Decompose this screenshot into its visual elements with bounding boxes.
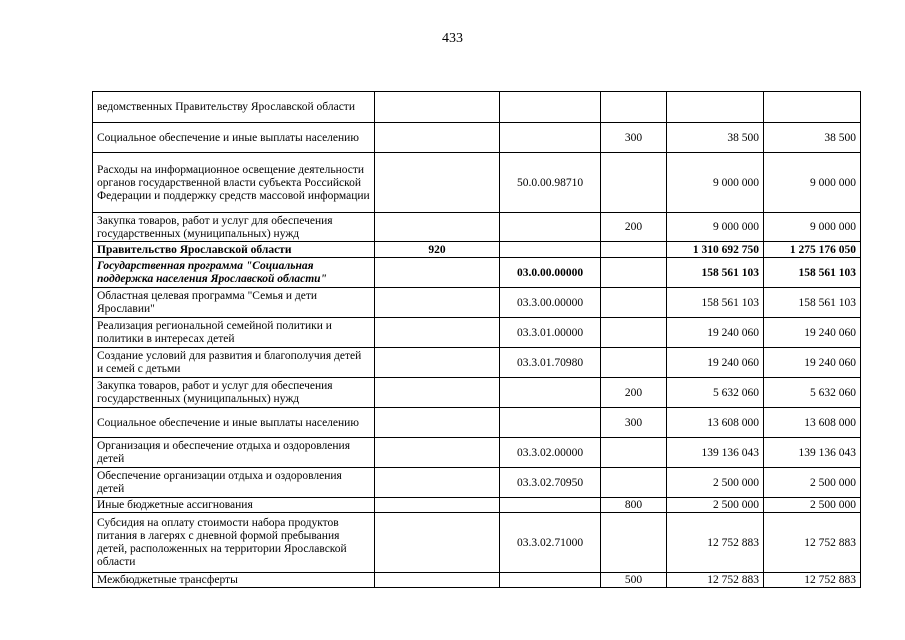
row-name: Обеспечение организации отдыха и оздоровления детей — [93, 468, 375, 498]
amount-year-1: 139 136 043 — [667, 438, 764, 468]
amount-year-1 — [667, 92, 764, 123]
page-number: 433 — [442, 31, 463, 46]
target-article — [500, 408, 601, 438]
amount-year-2: 139 136 043 — [764, 438, 861, 468]
admin-code — [375, 318, 500, 348]
target-article — [500, 498, 601, 513]
table-row — [93, 498, 861, 513]
amount-year-1: 9 000 000 — [667, 213, 764, 242]
target-article: 03.3.02.70950 — [500, 468, 601, 498]
target-article: 03.3.01.70980 — [500, 348, 601, 378]
table-row — [93, 258, 861, 288]
expense-type — [601, 153, 667, 213]
table-row — [93, 213, 861, 242]
target-article: 03.3.01.00000 — [500, 318, 601, 348]
admin-code — [375, 498, 500, 513]
amount-year-2: 38 500 — [764, 123, 861, 153]
target-article: 03.3.02.00000 — [500, 438, 601, 468]
row-name: Субсидия на оплату стоимости набора продуктов питания в лагерях с дневной формой пребывания детей, расположенных на территории Ярославской области — [93, 513, 375, 573]
admin-code — [375, 513, 500, 573]
amount-year-1: 12 752 883 — [667, 573, 764, 588]
expense-type — [601, 438, 667, 468]
table-row — [93, 513, 861, 573]
amount-year-2: 13 608 000 — [764, 408, 861, 438]
table-row — [93, 438, 861, 468]
table-row — [93, 123, 861, 153]
table-row — [93, 153, 861, 213]
amount-year-2: 2 500 000 — [764, 498, 861, 513]
row-name: Областная целевая программа "Семья и дети Ярославии" — [93, 288, 375, 318]
row-name: Правительство Ярославской области — [93, 242, 375, 258]
row-name: Организация и обеспечение отдыха и оздоровления детей — [93, 438, 375, 468]
target-article: 03.3.00.00000 — [500, 288, 601, 318]
admin-code — [375, 438, 500, 468]
amount-year-2: 19 240 060 — [764, 318, 861, 348]
admin-code — [375, 468, 500, 498]
target-article — [500, 123, 601, 153]
admin-code — [375, 92, 500, 123]
admin-code — [375, 288, 500, 318]
expense-type — [601, 513, 667, 573]
expense-type — [601, 92, 667, 123]
amount-year-2: 9 000 000 — [764, 153, 861, 213]
amount-year-2: 158 561 103 — [764, 288, 861, 318]
expense-type: 300 — [601, 123, 667, 153]
admin-code — [375, 258, 500, 288]
expense-type — [601, 258, 667, 288]
row-name: Межбюджетные трансферты — [93, 573, 375, 588]
table-row — [93, 288, 861, 318]
expense-type — [601, 348, 667, 378]
row-name: Закупка товаров, работ и услуг для обеспечения государственных (муниципальных) нужд — [93, 378, 375, 408]
amount-year-1: 5 632 060 — [667, 378, 764, 408]
table-row — [93, 408, 861, 438]
amount-year-1: 13 608 000 — [667, 408, 764, 438]
amount-year-1: 2 500 000 — [667, 468, 764, 498]
amount-year-2: 2 500 000 — [764, 468, 861, 498]
amount-year-1: 38 500 — [667, 123, 764, 153]
expense-type: 800 — [601, 498, 667, 513]
table-row — [93, 573, 861, 588]
table-row — [93, 242, 861, 258]
amount-year-1: 12 752 883 — [667, 513, 764, 573]
admin-code — [375, 123, 500, 153]
table-row — [93, 348, 861, 378]
table-row — [93, 378, 861, 408]
amount-year-2: 158 561 103 — [764, 258, 861, 288]
amount-year-1: 19 240 060 — [667, 348, 764, 378]
amount-year-1: 1 310 692 750 — [667, 242, 764, 258]
admin-code — [375, 573, 500, 588]
row-name: Социальное обеспечение и иные выплаты населению — [93, 408, 375, 438]
expense-type — [601, 288, 667, 318]
row-name: Создание условий для развития и благополучия детей и семей с детьми — [93, 348, 375, 378]
admin-code — [375, 213, 500, 242]
admin-code — [375, 378, 500, 408]
admin-code — [375, 153, 500, 213]
target-article: 03.3.02.71000 — [500, 513, 601, 573]
amount-year-2: 12 752 883 — [764, 573, 861, 588]
expense-type — [601, 318, 667, 348]
row-name: ведомственных Правительству Ярославской области — [93, 92, 375, 123]
table-row — [93, 318, 861, 348]
target-article — [500, 378, 601, 408]
expense-type — [601, 468, 667, 498]
admin-code — [375, 348, 500, 378]
expense-type: 300 — [601, 408, 667, 438]
amount-year-2: 5 632 060 — [764, 378, 861, 408]
expense-type — [601, 242, 667, 258]
table-row — [93, 468, 861, 498]
expense-type: 200 — [601, 213, 667, 242]
admin-code — [375, 408, 500, 438]
row-name: Реализация региональной семейной политики и политики в интересах детей — [93, 318, 375, 348]
amount-year-2: 12 752 883 — [764, 513, 861, 573]
target-article: 03.0.00.00000 — [500, 258, 601, 288]
budget-table — [92, 91, 861, 588]
amount-year-1: 158 561 103 — [667, 288, 764, 318]
row-name: Государственная программа "Социальная поддержка населения Ярославской области" — [93, 258, 375, 288]
target-article — [500, 573, 601, 588]
row-name: Расходы на информационное освещение деятельности органов государственной власти субъекта Российской Федерации и поддержку средств массовой информации — [93, 153, 375, 213]
target-article — [500, 92, 601, 123]
amount-year-2: 9 000 000 — [764, 213, 861, 242]
table-row — [93, 92, 861, 123]
amount-year-2 — [764, 92, 861, 123]
expense-type: 200 — [601, 378, 667, 408]
amount-year-1: 9 000 000 — [667, 153, 764, 213]
amount-year-2: 19 240 060 — [764, 348, 861, 378]
admin-code: 920 — [375, 242, 500, 258]
expense-type: 500 — [601, 573, 667, 588]
amount-year-1: 19 240 060 — [667, 318, 764, 348]
amount-year-1: 2 500 000 — [667, 498, 764, 513]
target-article — [500, 213, 601, 242]
row-name: Закупка товаров, работ и услуг для обеспечения государственных (муниципальных) нужд — [93, 213, 375, 242]
target-article: 50.0.00.98710 — [500, 153, 601, 213]
row-name: Социальное обеспечение и иные выплаты населению — [93, 123, 375, 153]
amount-year-1: 158 561 103 — [667, 258, 764, 288]
amount-year-2: 1 275 176 050 — [764, 242, 861, 258]
row-name: Иные бюджетные ассигнования — [93, 498, 375, 513]
target-article — [500, 242, 601, 258]
